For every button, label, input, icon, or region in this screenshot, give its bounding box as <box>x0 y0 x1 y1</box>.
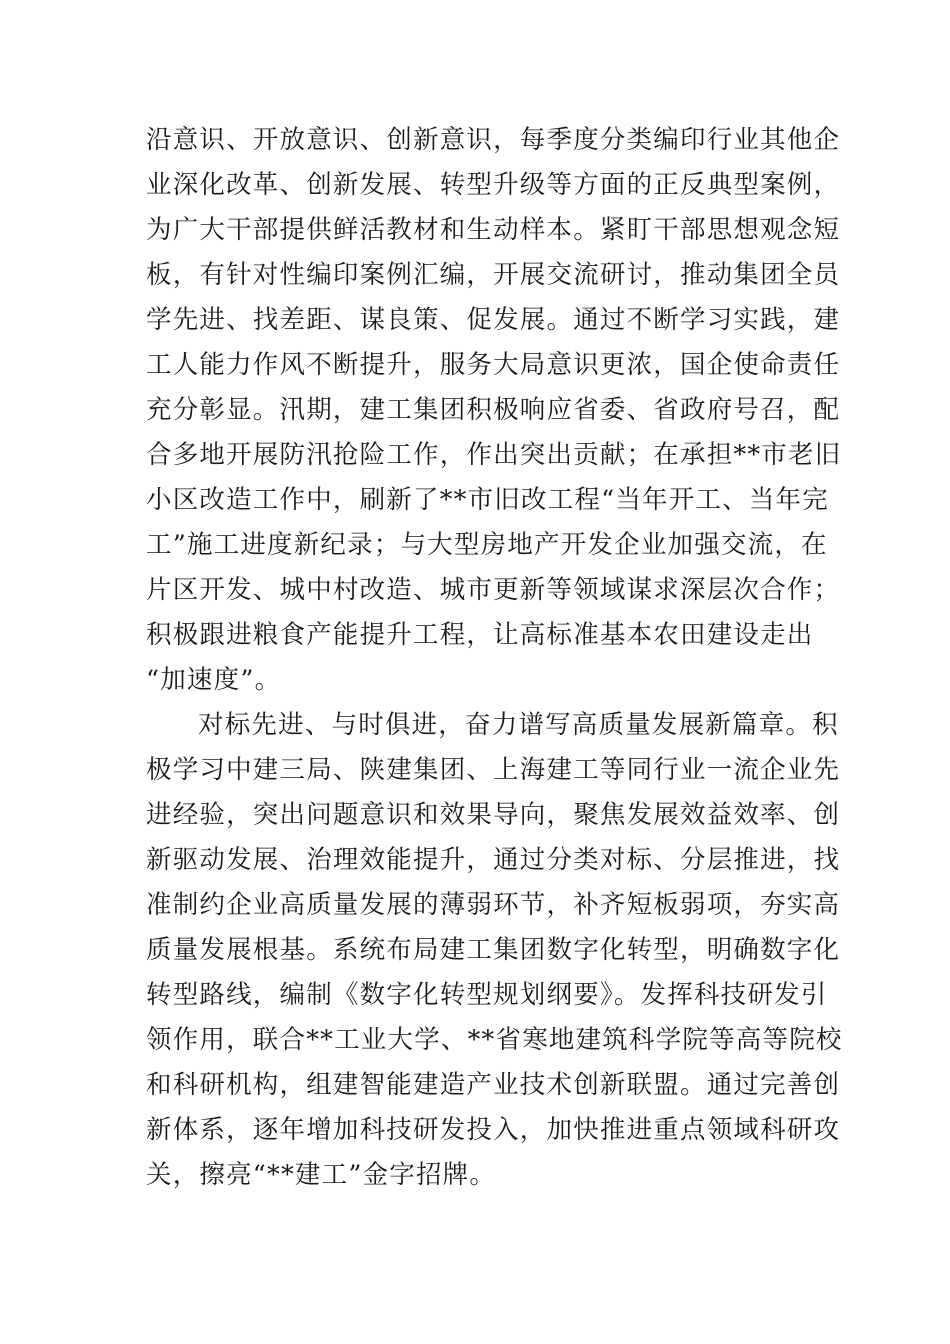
text-line: 关，擦亮“**建工”金字招牌。 <box>146 1160 497 1190</box>
text-line: 转型路线，编制《数字化转型规划纲要》。发挥科技研发引 <box>146 980 828 1010</box>
text-line: 片区开发、城中村改造、城市更新等领域谋求深层次合作； <box>146 575 841 605</box>
text-line: 和科研机构，组建智能建造产业技术创新联盟。通过完善创 <box>146 1070 841 1100</box>
text-line: 新体系，逐年增加科技研发投入，加快推进重点领域科研攻 <box>146 1115 841 1145</box>
text-line: 工人能力作风不断提升，服务大局意识更浓，国企使命责任 <box>146 350 841 380</box>
text-line: 极学习中建三局、陕建集团、上海建工等同行业一流企业先 <box>146 755 841 785</box>
text-line: 小区改造工作中，刷新了**市旧改工程“当年开工、当年完 <box>146 485 829 515</box>
text-line: 学先进、找差距、谋良策、促发展。通过不断学习实践，建 <box>146 305 841 335</box>
text-line: 质量发展根基。系统布局建工集团数字化转型，明确数字化 <box>146 935 841 965</box>
paragraph-1 <box>146 118 842 703</box>
text-line: 积极跟进粮食产能提升工程，让高标准基本农田建设走出 <box>146 620 814 650</box>
text-line: 对标先进、与时俱进，奋力谱写高质量发展新篇章。积 <box>198 710 839 740</box>
text-line: 业深化改革、创新发展、转型升级等方面的正反典型案例， <box>146 170 841 200</box>
body-text <box>146 118 843 1198</box>
text-line: 准制约企业高质量发展的薄弱环节，补齐短板弱项，夯实高 <box>146 890 841 920</box>
text-line: 进经验，突出问题意识和效果导向，聚焦发展效益效率、创 <box>146 800 841 830</box>
text-line: 为广大干部提供鲜活教材和生动样本。紧盯干部思想观念短 <box>146 215 841 245</box>
text-line: 充分彰显。汛期，建工集团积极响应省委、省政府号召，配 <box>146 395 841 425</box>
text-line: 沿意识、开放意识、创新意识，每季度分类编印行业其他企 <box>146 125 841 155</box>
paragraph-2 <box>146 703 843 1198</box>
text-line: 板，有针对性编印案例汇编，开展交流研讨，推动集团全员 <box>146 260 841 290</box>
text-line: 领作用，联合**工业大学、**省寒地建筑科学院等高等院校 <box>146 1025 843 1055</box>
text-line: 工”施工进度新纪录；与大型房地产开发企业加强交流，在 <box>146 530 828 560</box>
text-line: “加速度”。 <box>146 665 282 695</box>
text-line: 新驱动发展、治理效能提升，通过分类对标、分层推进，找 <box>146 845 841 875</box>
text-line: 合多地开展防汛抢险工作，作出突出贡献；在承担**市老旧 <box>146 440 842 470</box>
